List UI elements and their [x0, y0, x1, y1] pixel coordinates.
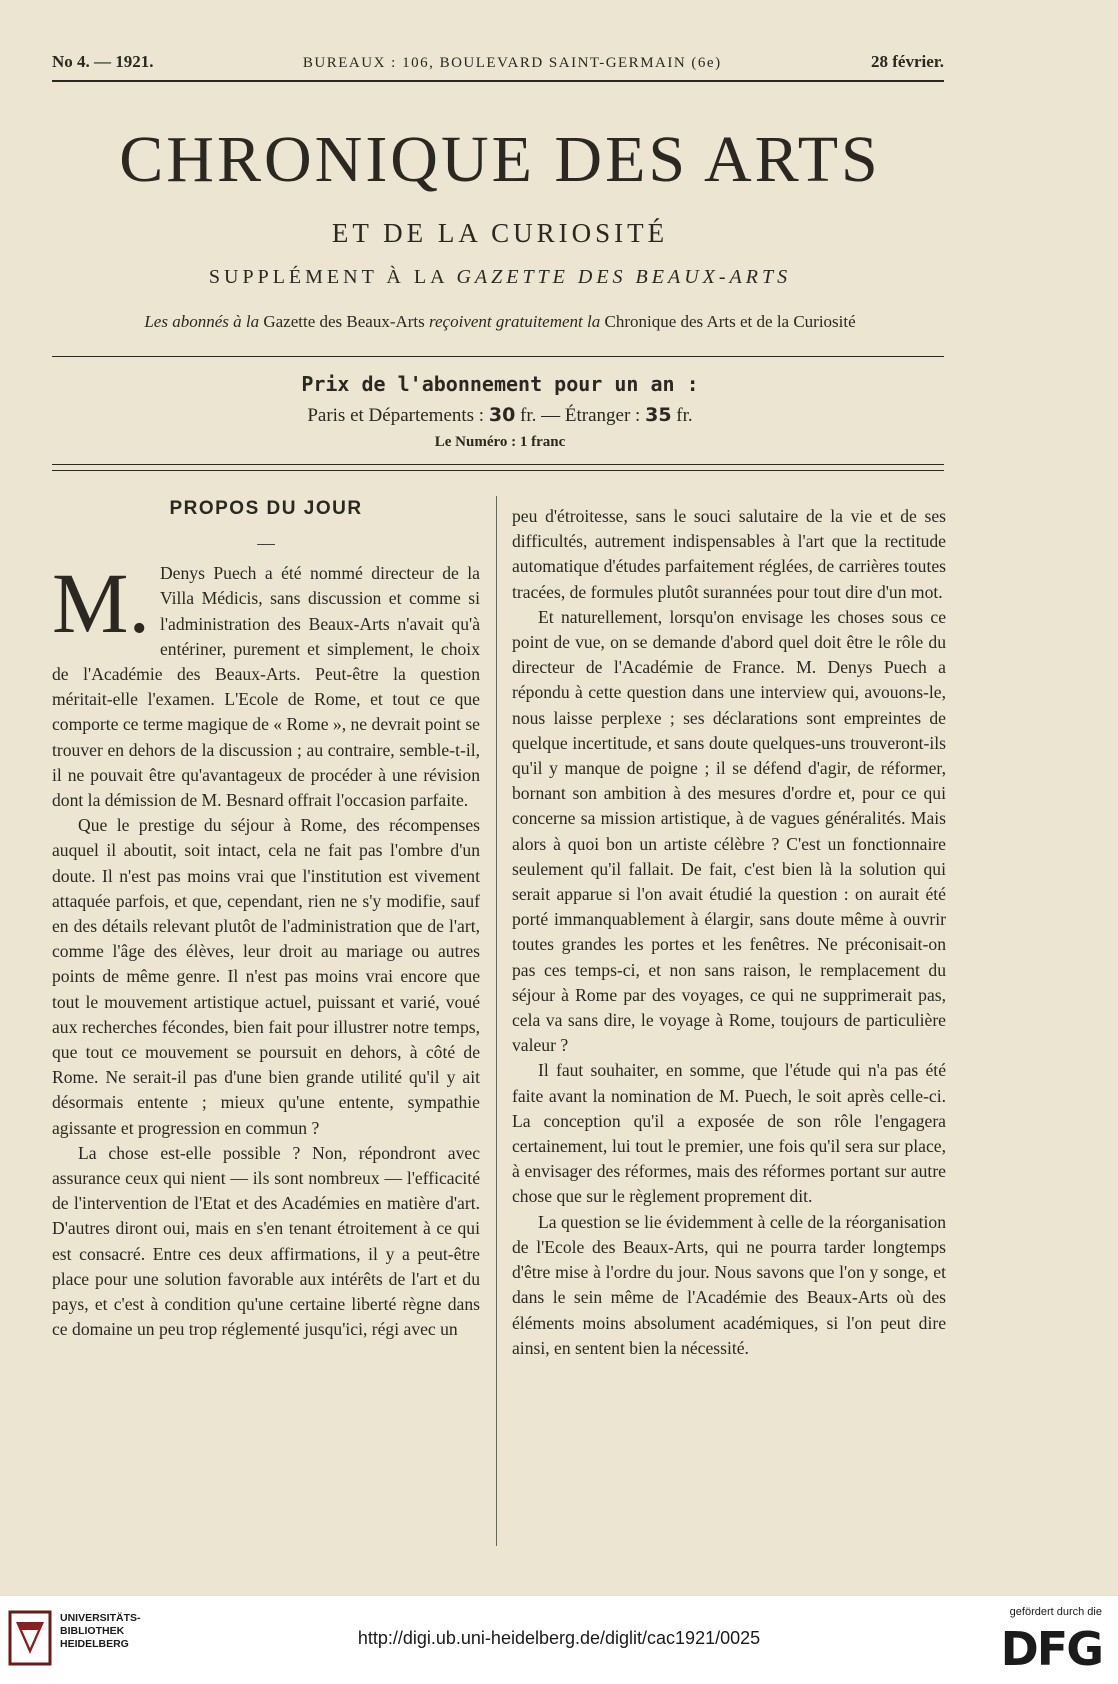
subscription-prices: [0, 404, 1000, 427]
uni-name-line3: HEIDELBERG: [60, 1638, 129, 1650]
publication-title: CHRONIQUE DES ARTS: [119, 123, 881, 196]
subscription-title: Prix de l'abonnement pour un an :: [301, 372, 699, 396]
paragraph-1-text: Denys Puech a été nommé directeur de la Villa Médicis, sans discussion et comme si l'administration des Beaux-Arts n'avait qu'à entériner, purement et simplement, le choix de l'Académie des Beaux-Arts. Peut-être la question méritait-elle l'examen. L'Ecole de Rome, et tout ce que comporte ce terme magique de « Rome », ne devrait point se trouver en dehors de la discussion ; au contraire, semble-t-il, il ne pouvait être qu'avantageux de procéder à une révision dont la démission de M. Besnard offrait l'occasion parfaite.: [52, 563, 480, 811]
office-address: BUREAUX : 106, BOULEVARD SAINT-GERMAIN (6e): [302, 55, 722, 71]
article-paragraph: Que le prestige du séjour à Rome, des récompenses auquel il aboutit, soit intact, cela ne fait pas l'ombre d'un doute. Il n'est pas moins vrai que l'institution est vivement attaquée parfois, et que, cependant, rien ne s'y modifie, sauf en des détails relevant plutôt de l'administration que de l'art, comme l'âge des élèves, leur droit au mariage ou autres points de même genre. Il n'est pas moins vrai encore que tout le mouvement artistique actuel, puissant et varié, voué aux recherches fécondes, bien fait pour illustrer notre temps, que tout ce mouvement se poursuit en dehors, à côté de Rome. Ne serait-il pas d'une bien grande utilité qu'il y ait désormais entente ; mieux qu'une entente, sympathie agissante et progression en commun ?: [52, 815, 480, 1138]
dfg-logo: DFG: [1000, 1622, 1102, 1676]
subscribers-note-part1: Les abonnés à la: [144, 312, 260, 331]
article-paragraph: Il faut souhaiter, en somme, que l'étude qui n'a pas été faite avant la nomination de M. Puech, le soit après celle-ci. La conception qu'il a exposée de son rôle l'engagera certainement, lui tout le premier, une fois qu'il sera sur place, à envisager des réformes, mais des réformes portant sur autre chose que sur le règlement proprement dit.: [512, 1060, 946, 1207]
article-paragraph: Et naturellement, lorsqu'on envisage les choses sous ce point de vue, on se demande d'abord quel doit être le rôle du directeur de l'Académie de France. M. Denys Puech a répondu à cette question dans une interview qui, avouons-le, nous laisse perplexe ; ses déclarations sont empreintes de quelque incertitude, et sans doute quelques-uns trouveront-ils qu'il y manque de poigne ; il se défend d'agir, de réformer, bornant son ambition à des mesures d'ordre et, pour ce qui concerne sa mission artistique, à de vagues généralités. Mais alors à quoi bon un artiste célèbre ? C'est un fonctionnaire seulement qu'il fallait. De fait, c'est bien là la solution qui serait apparue si l'on avait étudié la question : on aurait été porté immanquablement à élargir, sans doute même à ouvrir toutes grandes les portes et les fenêtres. Ne préconisait-on pas ces temps-ci, et non sans raison, le remplacement du séjour à Rome par des voyages, ce qui ne supprimerait pas, cela va sans dire, le voyage à Rome, toujours de particulière valeur ?: [512, 606, 946, 1056]
paris-price: 30: [488, 404, 516, 426]
article-column-right: [512, 504, 946, 1361]
article-heading: PROPOS DU JOUR: [169, 498, 363, 519]
issue-number: No 4. — 1921.: [52, 52, 154, 71]
funding-note: gefördert durch die: [1009, 1606, 1102, 1618]
digitization-footer: [0, 1596, 1118, 1684]
supplement-line: [0, 266, 1000, 289]
article-paragraph: La question se lie évidemment à celle de la réorganisation de l'Ecole des Beaux-Arts, qui ne pourra tarder longtemps d'être mise à l'ordre du jour. Nous savons que l'on y songe, et dans le sein même de l'Académie des Beaux-Arts où des éléments moins absolument académiques, si l'on peut dire ainsi, en sentent bien la nécessité.: [512, 1211, 946, 1358]
supplement-gazette: GAZETTE DES BEAUX-ARTS: [456, 266, 792, 288]
drop-cap: M.: [52, 555, 150, 652]
article-paragraph: La chose est-elle possible ? Non, répondront avec assurance ceux qui nient — ils sont nombreux — l'efficacité de l'intervention de l'Etat et des Académies en matière d'art. D'autres diront oui, mais en s'en tenant étroitement à ce qui est consacré. Entre ces deux affirmations, il y a peut-être place pour une solution favorable aux intérêts de l'art et du pays, et c'est à condition qu'une certaine liberté règne dans ce domaine un peu trop réglementé jusqu'ici, régi avec un: [52, 1142, 480, 1340]
heading-dash: —: [257, 533, 275, 554]
uni-name-line2: BIBLIOTHEK: [60, 1625, 125, 1637]
source-url[interactable]: http://digi.ub.uni-heidelberg.de/diglit/cac1921/0025: [357, 1628, 761, 1648]
publication-subtitle: ET DE LA CURIOSITÉ: [331, 218, 669, 248]
uni-name-line1: UNIVERSITÄTS-: [60, 1612, 141, 1624]
header-line: [52, 52, 944, 72]
single-issue-price: Le Numéro : 1 franc: [434, 434, 566, 450]
subscribers-note-part3: reçoivent gratuitement la: [429, 312, 601, 331]
paris-label: Paris et Départements :: [307, 405, 485, 426]
subscribers-note: [0, 312, 1000, 332]
foreign-price: 35: [645, 404, 672, 426]
article-column-left: [52, 496, 480, 1343]
article-paragraph: peu d'étroitesse, sans le souci salutaire de la vie et de ses difficultés, autrement indispensables à l'art que la rectitude automatique d'études parfaitement réglées, de carrières toutes tracées, de formules plutôt surannées pour tout dire d'un mot.: [512, 506, 946, 602]
subscribers-note-part2: Gazette des Beaux-Arts: [263, 312, 425, 331]
article-paragraph: [52, 555, 480, 813]
issue-date: 28 février.: [870, 52, 944, 71]
column-divider: [496, 496, 497, 1546]
header-rule: [52, 80, 944, 82]
pricing-rule-top: [52, 464, 944, 465]
pricing-rule-bottom: [52, 470, 944, 471]
masthead-rule: [52, 356, 944, 357]
price-unit-2: fr.: [676, 405, 693, 426]
price-unit-1: fr. — Étranger :: [520, 405, 641, 426]
supplement-prefix: SUPPLÉMENT À LA: [208, 266, 448, 288]
subscribers-note-part4: Chronique des Arts et de la Curiosité: [604, 312, 856, 331]
